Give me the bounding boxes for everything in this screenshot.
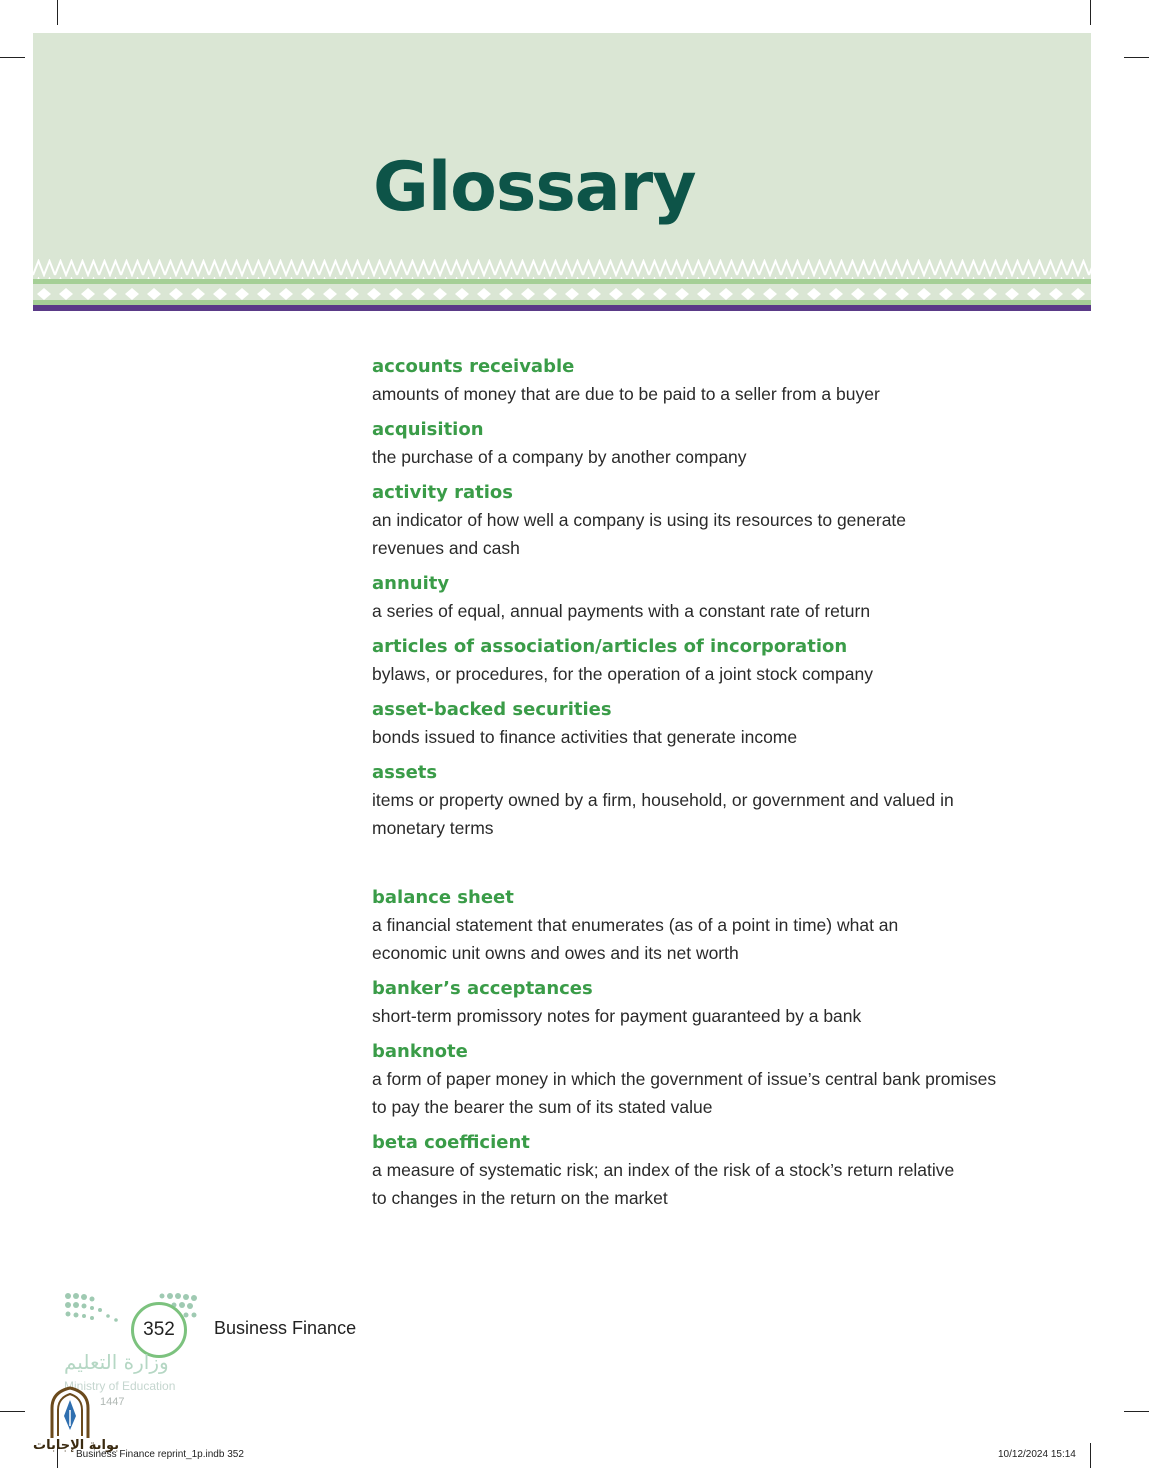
glossary-entry [372, 571, 1012, 625]
ministry-name-arabic: وزارة التعليم [64, 1350, 169, 1374]
glossary-term: activity ratios [372, 482, 513, 503]
glossary-term: banker’s acceptances [372, 978, 593, 999]
glossary-term: balance sheet [372, 887, 514, 908]
glossary-definition: an indicator of how well a company is using its resources to generate revenues and cash [372, 510, 907, 558]
print-slug-date: 10/12/2024 15:14 [998, 1449, 1076, 1460]
crop-mark [0, 57, 25, 58]
glossary-entry [372, 634, 1012, 688]
crop-mark [1124, 57, 1149, 58]
watermark-logo-icon [46, 1386, 94, 1440]
glossary-entry [372, 1039, 1012, 1121]
glossary-definition: bylaws, or procedures, for the operation of a joint stock company [372, 664, 873, 684]
glossary-term: accounts receivable [372, 356, 575, 377]
glossary-definition: short-term promissory notes for payment guaranteed by a bank [372, 1006, 862, 1026]
glossary-term: assets [372, 762, 438, 783]
glossary-entry [372, 697, 1012, 751]
glossary-term: beta coefficient [372, 1132, 530, 1153]
glossary-entry [372, 417, 1012, 471]
print-slug-file: Business Finance reprint_1p.indb 352 [76, 1449, 244, 1460]
decorative-pattern [33, 259, 1091, 305]
ministry-year: 1447 [100, 1396, 125, 1408]
section-gap [372, 851, 1012, 885]
glossary-definition: a measure of systematic risk; an index of the risk of a stock’s return relative to changes in the return on the market [372, 1160, 955, 1208]
glossary-term: banknote [372, 1041, 468, 1062]
glossary-definition: bonds issued to finance activities that generate income [372, 727, 798, 747]
crop-mark [1090, 0, 1091, 25]
glossary-list [372, 354, 1012, 1221]
page-number: 352 [143, 1319, 175, 1340]
crop-mark [57, 0, 58, 25]
book-title: Business Finance [214, 1318, 357, 1338]
glossary-entry [372, 480, 1012, 562]
glossary-entry [372, 760, 1012, 842]
glossary-term: articles of association/articles of incorporation [372, 636, 848, 657]
glossary-term: acquisition [372, 419, 484, 440]
glossary-definition: a form of paper money in which the government of issue’s central bank promises to pay the bearer the sum of its stated value [372, 1069, 997, 1117]
glossary-term: annuity [372, 573, 450, 594]
watermark-text: بوابة الإجابات [33, 1438, 119, 1453]
crop-mark [1090, 1443, 1091, 1468]
glossary-definition: a series of equal, annual payments with a constant rate of return [372, 601, 871, 621]
glossary-entry [372, 976, 1012, 1030]
glossary-entry [372, 1130, 1012, 1212]
glossary-definition: the purchase of a company by another company [372, 447, 747, 467]
page-title: Glossary [373, 148, 696, 227]
header-divider-bar [33, 305, 1091, 311]
crop-mark [0, 1411, 25, 1412]
glossary-definition: amounts of money that are due to be paid to a seller from a buyer [372, 384, 880, 404]
glossary-term: asset-backed securities [372, 699, 612, 720]
crop-mark [1124, 1411, 1149, 1412]
ministry-name-english: Ministry of Education [64, 1379, 176, 1393]
glossary-entry [372, 354, 1012, 408]
glossary-header-banner [33, 33, 1091, 305]
glossary-definition: items or property owned by a firm, household, or government and valued in monetary terms [372, 790, 954, 838]
glossary-definition: a financial statement that enumerates (as of a point in time) what an economic unit owns and owes and its net worth [372, 915, 899, 963]
glossary-entry [372, 885, 1012, 967]
